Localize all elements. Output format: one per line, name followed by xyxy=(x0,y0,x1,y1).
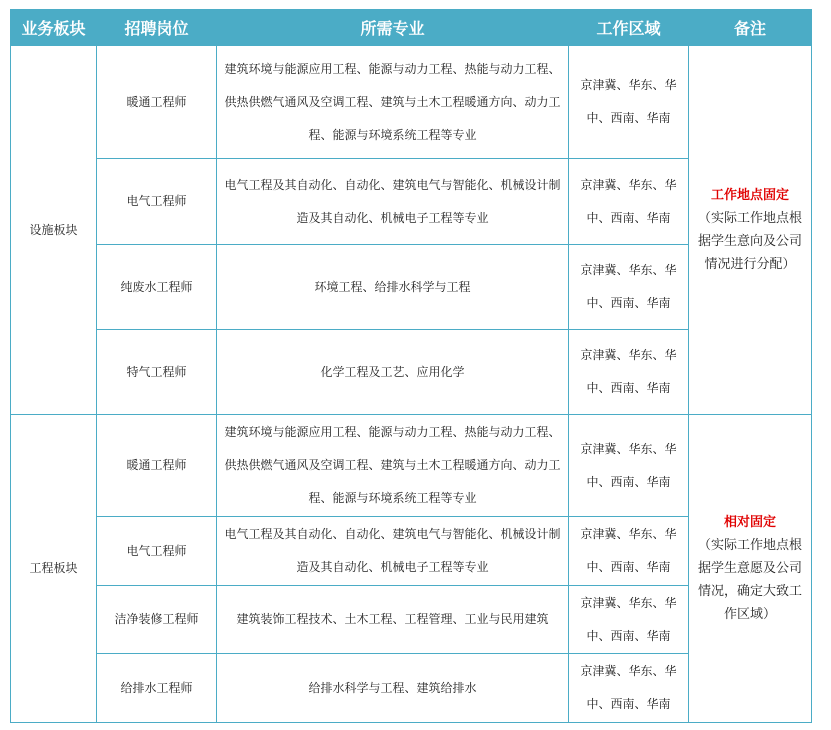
region-cell: 京津冀、华东、华中、西南、华南 xyxy=(569,654,689,723)
recruitment-table xyxy=(10,9,812,723)
position-cell: 特气工程师 xyxy=(97,330,217,415)
position-cell: 暖通工程师 xyxy=(97,415,217,517)
header-region: 工作区域 xyxy=(569,10,689,46)
region-cell: 京津冀、华东、华中、西南、华南 xyxy=(569,245,689,330)
note-cell xyxy=(689,415,812,723)
position-cell: 暖通工程师 xyxy=(97,46,217,159)
header-majors: 所需专业 xyxy=(217,10,569,46)
header-row xyxy=(11,10,812,46)
majors-cell: 电气工程及其自动化、自动化、建筑电气与智能化、机械设计制造及其自动化、机械电子工程等专业 xyxy=(217,159,569,245)
majors-cell: 建筑装饰工程技术、土木工程、工程管理、工业与民用建筑 xyxy=(217,586,569,654)
majors-cell: 电气工程及其自动化、自动化、建筑电气与智能化、机械设计制造及其自动化、机械电子工程等专业 xyxy=(217,517,569,586)
region-cell: 京津冀、华东、华中、西南、华南 xyxy=(569,415,689,517)
region-cell: 京津冀、华东、华中、西南、华南 xyxy=(569,46,689,159)
note-title: 相对固定 xyxy=(723,515,776,530)
position-cell: 纯废水工程师 xyxy=(97,245,217,330)
region-cell: 京津冀、华东、华中、西南、华南 xyxy=(569,517,689,586)
region-cell: 京津冀、华东、华中、西南、华南 xyxy=(569,586,689,654)
majors-cell: 环境工程、给排水科学与工程 xyxy=(217,245,569,330)
region-cell: 京津冀、华东、华中、西南、华南 xyxy=(569,159,689,245)
header-notes: 备注 xyxy=(689,10,812,46)
majors-cell: 建筑环境与能源应用工程、能源与动力工程、热能与动力工程、供热供燃气通风及空调工程、建筑与土木工程暖通方向、动力工程、能源与环境系统工程等专业 xyxy=(217,415,569,517)
note-body: （实际工作地点根据学生意向及公司情况进行分配） xyxy=(697,211,802,272)
position-cell: 电气工程师 xyxy=(97,159,217,245)
header-segment: 业务板块 xyxy=(11,10,97,46)
note-title: 工作地点固定 xyxy=(710,188,789,203)
region-cell: 京津冀、华东、华中、西南、华南 xyxy=(569,330,689,415)
table-row xyxy=(11,46,812,159)
header-position: 招聘岗位 xyxy=(97,10,217,46)
position-cell: 电气工程师 xyxy=(97,517,217,586)
position-cell: 洁净装修工程师 xyxy=(97,586,217,654)
majors-cell: 建筑环境与能源应用工程、能源与动力工程、热能与动力工程、供热供燃气通风及空调工程、建筑与土木工程暖通方向、动力工程、能源与环境系统工程等专业 xyxy=(217,46,569,159)
segment-cell: 设施板块 xyxy=(11,46,97,415)
position-cell: 给排水工程师 xyxy=(97,654,217,723)
note-cell xyxy=(689,46,812,415)
majors-cell: 给排水科学与工程、建筑给排水 xyxy=(217,654,569,723)
table-row xyxy=(11,415,812,517)
note-body: （实际工作地点根据学生意愿及公司情况，确定大致工作区域） xyxy=(697,538,802,622)
segment-cell: 工程板块 xyxy=(11,415,97,723)
majors-cell: 化学工程及工艺、应用化学 xyxy=(217,330,569,415)
